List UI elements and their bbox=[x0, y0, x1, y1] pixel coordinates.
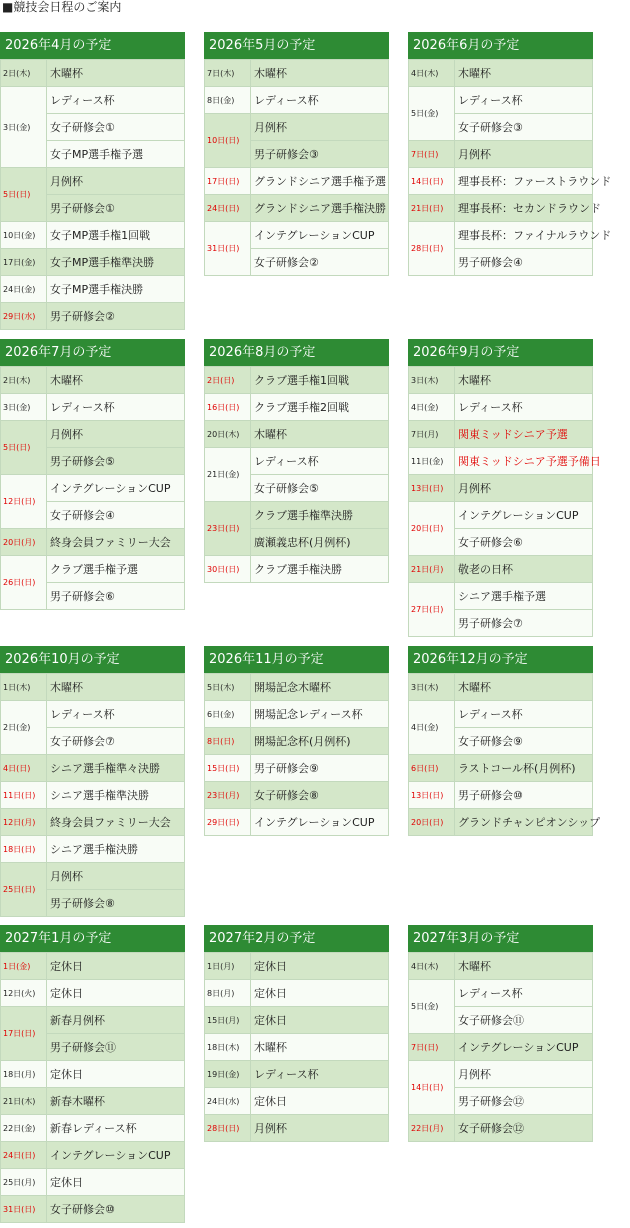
event-name: 男子研修会⑪ bbox=[47, 1034, 185, 1061]
table-row bbox=[409, 1115, 593, 1142]
table-row bbox=[1, 701, 185, 728]
table-row bbox=[205, 980, 389, 1007]
table-row bbox=[409, 701, 593, 728]
event-name: 開場記念レディース杯 bbox=[251, 701, 389, 728]
event-date: 28日(日) bbox=[409, 222, 455, 276]
event-name: レディース杯 bbox=[251, 87, 389, 114]
month-title: 2027年3月の予定 bbox=[408, 925, 593, 952]
event-name: 女子MP選手権準決勝 bbox=[47, 249, 185, 276]
event-date: 21日(日) bbox=[409, 195, 455, 222]
event-date: 16日(日) bbox=[205, 394, 251, 421]
event-date: 5日(金) bbox=[409, 87, 455, 141]
table-row bbox=[1, 394, 185, 421]
event-date: 2日(木) bbox=[1, 60, 47, 87]
event-date: 3日(金) bbox=[1, 87, 47, 168]
event-date: 21日(木) bbox=[1, 1088, 47, 1115]
schedule-table bbox=[204, 366, 389, 583]
event-date: 8日(金) bbox=[205, 87, 251, 114]
month-title: 2026年12月の予定 bbox=[408, 646, 593, 673]
event-name: 男子研修会⑧ bbox=[47, 890, 185, 917]
table-row bbox=[1, 1196, 185, 1223]
table-row bbox=[1, 556, 185, 583]
event-name: 月例杯 bbox=[251, 1115, 389, 1142]
month-panel bbox=[0, 32, 185, 330]
event-name: インテグレーションCUP bbox=[455, 1034, 593, 1061]
event-date: 2日(日) bbox=[205, 367, 251, 394]
event-name: 木曜杯 bbox=[251, 1034, 389, 1061]
event-date: 14日(日) bbox=[409, 1061, 455, 1115]
month-panel bbox=[408, 925, 593, 1142]
event-name: 男子研修会① bbox=[47, 195, 185, 222]
table-row bbox=[409, 980, 593, 1007]
event-name: レディース杯 bbox=[251, 448, 389, 475]
event-date: 15日(日) bbox=[205, 755, 251, 782]
event-date: 10日(金) bbox=[1, 222, 47, 249]
table-row bbox=[409, 1034, 593, 1061]
event-name: インテグレーションCUP bbox=[47, 475, 185, 502]
event-name: 敬老の日杯 bbox=[455, 556, 593, 583]
event-name: 終身会員ファミリー大会 bbox=[47, 529, 185, 556]
event-name: 男子研修会④ bbox=[455, 249, 593, 276]
event-name: 女子研修会③ bbox=[455, 114, 593, 141]
event-name: シニア選手権決勝 bbox=[47, 836, 185, 863]
event-date: 17日(金) bbox=[1, 249, 47, 276]
table-row bbox=[409, 502, 593, 529]
table-row bbox=[1, 421, 185, 448]
event-name: 女子MP選手権予選 bbox=[47, 141, 185, 168]
event-date: 4日(木) bbox=[409, 60, 455, 87]
event-date: 15日(月) bbox=[205, 1007, 251, 1034]
event-name: 木曜杯 bbox=[47, 367, 185, 394]
event-name: 定休日 bbox=[47, 1061, 185, 1088]
month-panel bbox=[204, 339, 389, 583]
table-row bbox=[1, 836, 185, 863]
event-name: 女子研修会⑥ bbox=[455, 529, 593, 556]
schedule-table bbox=[0, 366, 185, 610]
event-name: レディース杯 bbox=[455, 87, 593, 114]
event-name: 男子研修会⑥ bbox=[47, 583, 185, 610]
table-row bbox=[1, 276, 185, 303]
table-row bbox=[1, 222, 185, 249]
event-name: 木曜杯 bbox=[251, 60, 389, 87]
table-row bbox=[205, 502, 389, 529]
table-row bbox=[409, 782, 593, 809]
event-date: 20日(木) bbox=[205, 421, 251, 448]
schedule-table bbox=[204, 673, 389, 836]
table-row bbox=[205, 114, 389, 141]
event-date: 20日(月) bbox=[1, 529, 47, 556]
event-name: 男子研修会⑩ bbox=[455, 782, 593, 809]
event-date: 17日(日) bbox=[205, 168, 251, 195]
event-date: 5日(木) bbox=[205, 674, 251, 701]
event-date: 10日(日) bbox=[205, 114, 251, 168]
event-name: 定休日 bbox=[47, 953, 185, 980]
event-name: 女子研修会⑪ bbox=[455, 1007, 593, 1034]
table-row bbox=[205, 782, 389, 809]
event-date: 28日(日) bbox=[205, 1115, 251, 1142]
event-date: 14日(日) bbox=[409, 168, 455, 195]
event-name: 関東ミッドシニア予選 bbox=[455, 421, 593, 448]
event-name: 開場記念木曜杯 bbox=[251, 674, 389, 701]
month-panel bbox=[0, 339, 185, 610]
event-date: 18日(木) bbox=[205, 1034, 251, 1061]
schedule-table bbox=[408, 366, 601, 637]
event-name: レディース杯 bbox=[251, 1061, 389, 1088]
table-row bbox=[1, 863, 185, 890]
event-name: 女子MP選手権決勝 bbox=[47, 276, 185, 303]
event-name: 男子研修会⑤ bbox=[47, 448, 185, 475]
event-name: 木曜杯 bbox=[455, 60, 593, 87]
table-row bbox=[1, 1007, 185, 1034]
event-name: クラブ選手権予選 bbox=[47, 556, 185, 583]
event-name: 開場記念杯(月例杯) bbox=[251, 728, 389, 755]
event-name: レディース杯 bbox=[47, 87, 185, 114]
table-row bbox=[409, 583, 593, 610]
table-row bbox=[1, 755, 185, 782]
table-row bbox=[409, 1061, 593, 1088]
event-name: レディース杯 bbox=[455, 980, 593, 1007]
event-date: 4日(木) bbox=[409, 953, 455, 980]
event-date: 29日(日) bbox=[205, 809, 251, 836]
event-date: 21日(月) bbox=[409, 556, 455, 583]
event-name: 女子研修会⑦ bbox=[47, 728, 185, 755]
event-name: 木曜杯 bbox=[455, 953, 593, 980]
table-row bbox=[409, 394, 593, 421]
event-date: 22日(金) bbox=[1, 1115, 47, 1142]
event-date: 4日(金) bbox=[409, 701, 455, 755]
event-name: 月例杯 bbox=[47, 863, 185, 890]
event-date: 24日(水) bbox=[205, 1088, 251, 1115]
event-name: 女子研修会⑧ bbox=[251, 782, 389, 809]
event-name: 女子研修会④ bbox=[47, 502, 185, 529]
table-row bbox=[205, 556, 389, 583]
month-title: 2026年10月の予定 bbox=[0, 646, 185, 673]
table-row bbox=[409, 60, 593, 87]
event-date: 24日(日) bbox=[1, 1142, 47, 1169]
schedule-table bbox=[0, 59, 185, 330]
table-row bbox=[205, 87, 389, 114]
month-panel bbox=[408, 646, 601, 836]
event-date: 6日(日) bbox=[409, 755, 455, 782]
event-date: 7日(月) bbox=[409, 421, 455, 448]
table-row bbox=[1, 782, 185, 809]
event-name: クラブ選手権準決勝 bbox=[251, 502, 389, 529]
month-title: 2027年1月の予定 bbox=[0, 925, 185, 952]
event-date: 7日(日) bbox=[409, 1034, 455, 1061]
event-name: 定休日 bbox=[251, 980, 389, 1007]
event-name: 新春月例杯 bbox=[47, 1007, 185, 1034]
table-row bbox=[205, 1115, 389, 1142]
event-date: 19日(金) bbox=[205, 1061, 251, 1088]
event-name: 関東ミッドシニア予選予備日 bbox=[455, 448, 593, 475]
event-date: 8日(月) bbox=[205, 980, 251, 1007]
month-title: 2026年11月の予定 bbox=[204, 646, 389, 673]
event-date: 17日(日) bbox=[1, 1007, 47, 1061]
event-date: 12日(月) bbox=[1, 809, 47, 836]
event-date: 30日(日) bbox=[205, 556, 251, 583]
event-date: 29日(水) bbox=[1, 303, 47, 330]
event-date: 4日(日) bbox=[1, 755, 47, 782]
table-row bbox=[1, 674, 185, 701]
table-row bbox=[409, 87, 593, 114]
event-name: 女子研修会② bbox=[251, 249, 389, 276]
month-panel bbox=[204, 925, 389, 1142]
month-panel bbox=[408, 32, 612, 276]
event-name: 定休日 bbox=[251, 953, 389, 980]
event-name: シニア選手権予選 bbox=[455, 583, 593, 610]
event-name: グランドチャンピオンシップ bbox=[455, 809, 593, 836]
schedule-table bbox=[408, 952, 593, 1142]
event-name: 新春木曜杯 bbox=[47, 1088, 185, 1115]
event-name: 定休日 bbox=[47, 980, 185, 1007]
month-title: 2026年9月の予定 bbox=[408, 339, 593, 366]
event-name: 新春レディース杯 bbox=[47, 1115, 185, 1142]
event-name: レディース杯 bbox=[47, 394, 185, 421]
event-date: 22日(月) bbox=[409, 1115, 455, 1142]
table-row bbox=[205, 755, 389, 782]
month-panel bbox=[408, 339, 601, 637]
event-date: 24日(金) bbox=[1, 276, 47, 303]
table-row bbox=[205, 701, 389, 728]
event-name: インテグレーションCUP bbox=[47, 1142, 185, 1169]
table-row bbox=[409, 755, 593, 782]
event-date: 20日(日) bbox=[409, 502, 455, 556]
table-row bbox=[205, 1034, 389, 1061]
table-row bbox=[1, 475, 185, 502]
event-name: 月例杯 bbox=[47, 421, 185, 448]
event-date: 2日(金) bbox=[1, 701, 47, 755]
event-date: 12日(火) bbox=[1, 980, 47, 1007]
event-name: 男子研修会⑦ bbox=[455, 610, 593, 637]
event-date: 24日(日) bbox=[205, 195, 251, 222]
event-name: レディース杯 bbox=[455, 394, 593, 421]
table-row bbox=[205, 674, 389, 701]
event-name: 定休日 bbox=[47, 1169, 185, 1196]
schedule-table bbox=[0, 673, 185, 917]
event-name: 男子研修会② bbox=[47, 303, 185, 330]
table-row bbox=[205, 448, 389, 475]
event-date: 11日(金) bbox=[409, 448, 455, 475]
table-row bbox=[409, 141, 593, 168]
event-name: 木曜杯 bbox=[455, 367, 593, 394]
event-date: 3日(木) bbox=[409, 367, 455, 394]
event-date: 27日(日) bbox=[409, 583, 455, 637]
table-row bbox=[1, 1142, 185, 1169]
schedule-table bbox=[408, 673, 601, 836]
event-name: 男子研修会⑨ bbox=[251, 755, 389, 782]
schedule-table bbox=[204, 952, 389, 1142]
month-panel bbox=[0, 925, 185, 1223]
event-name: 女子研修会⑨ bbox=[455, 728, 593, 755]
table-row bbox=[205, 60, 389, 87]
table-row bbox=[1, 1061, 185, 1088]
table-row bbox=[1, 980, 185, 1007]
event-date: 23日(月) bbox=[205, 782, 251, 809]
event-name: シニア選手権準決勝 bbox=[47, 782, 185, 809]
event-name: 女子研修会⑩ bbox=[47, 1196, 185, 1223]
month-panel bbox=[204, 32, 389, 276]
event-date: 26日(日) bbox=[1, 556, 47, 610]
table-row bbox=[409, 448, 593, 475]
table-row bbox=[1, 87, 185, 114]
event-date: 5日(金) bbox=[409, 980, 455, 1034]
event-date: 13日(日) bbox=[409, 475, 455, 502]
event-name: 木曜杯 bbox=[251, 421, 389, 448]
event-name: レディース杯 bbox=[47, 701, 185, 728]
event-name: 廣瀬義忠杯(月例杯) bbox=[251, 529, 389, 556]
schedule-table bbox=[204, 59, 389, 276]
event-date: 21日(金) bbox=[205, 448, 251, 502]
table-row bbox=[409, 421, 593, 448]
event-date: 1日(月) bbox=[205, 953, 251, 980]
page-title: ■競技会日程のご案内 bbox=[2, 0, 122, 14]
event-name: クラブ選手権1回戦 bbox=[251, 367, 389, 394]
table-row bbox=[205, 728, 389, 755]
event-name: ラストコール杯(月例杯) bbox=[455, 755, 593, 782]
event-date: 1日(木) bbox=[1, 674, 47, 701]
event-name: シニア選手権準々決勝 bbox=[47, 755, 185, 782]
month-title: 2026年8月の予定 bbox=[204, 339, 389, 366]
event-date: 4日(金) bbox=[409, 394, 455, 421]
event-name: 木曜杯 bbox=[47, 60, 185, 87]
schedule-table bbox=[0, 952, 185, 1223]
table-row bbox=[409, 809, 593, 836]
table-row bbox=[1, 529, 185, 556]
event-name: 理事長杯：セカンドラウンド bbox=[455, 195, 593, 222]
event-name: 月例杯 bbox=[455, 141, 593, 168]
table-row bbox=[409, 168, 593, 195]
event-name: 木曜杯 bbox=[47, 674, 185, 701]
table-row bbox=[205, 1088, 389, 1115]
table-row bbox=[409, 475, 593, 502]
event-date: 20日(日) bbox=[409, 809, 455, 836]
event-date: 11日(日) bbox=[1, 782, 47, 809]
month-panel bbox=[204, 646, 389, 836]
event-date: 23日(日) bbox=[205, 502, 251, 556]
event-date: 1日(金) bbox=[1, 953, 47, 980]
event-name: 月例杯 bbox=[455, 475, 593, 502]
event-date: 12日(日) bbox=[1, 475, 47, 529]
event-date: 31日(日) bbox=[1, 1196, 47, 1223]
table-row bbox=[1, 60, 185, 87]
event-name: 定休日 bbox=[251, 1007, 389, 1034]
month-title: 2027年2月の予定 bbox=[204, 925, 389, 952]
month-title: 2026年4月の予定 bbox=[0, 32, 185, 59]
table-row bbox=[409, 953, 593, 980]
event-name: インテグレーションCUP bbox=[251, 809, 389, 836]
event-name: 男子研修会③ bbox=[251, 141, 389, 168]
table-row bbox=[205, 222, 389, 249]
event-date: 3日(金) bbox=[1, 394, 47, 421]
table-row bbox=[205, 809, 389, 836]
event-date: 31日(日) bbox=[205, 222, 251, 276]
event-name: 終身会員ファミリー大会 bbox=[47, 809, 185, 836]
event-name: クラブ選手権2回戦 bbox=[251, 394, 389, 421]
event-name: 月例杯 bbox=[455, 1061, 593, 1088]
event-name: 女子研修会⑫ bbox=[455, 1115, 593, 1142]
event-date: 2日(木) bbox=[1, 367, 47, 394]
table-row bbox=[409, 367, 593, 394]
event-name: 月例杯 bbox=[251, 114, 389, 141]
table-row bbox=[205, 953, 389, 980]
event-name: クラブ選手権決勝 bbox=[251, 556, 389, 583]
table-row bbox=[1, 367, 185, 394]
event-name: レディース杯 bbox=[455, 701, 593, 728]
event-date: 3日(木) bbox=[409, 674, 455, 701]
event-date: 25日(日) bbox=[1, 863, 47, 917]
event-name: 木曜杯 bbox=[455, 674, 593, 701]
table-row bbox=[1, 1169, 185, 1196]
event-name: インテグレーションCUP bbox=[251, 222, 389, 249]
event-name: 月例杯 bbox=[47, 168, 185, 195]
event-name: グランドシニア選手権予選 bbox=[251, 168, 389, 195]
month-title: 2026年7月の予定 bbox=[0, 339, 185, 366]
event-date: 13日(日) bbox=[409, 782, 455, 809]
table-row bbox=[205, 195, 389, 222]
table-row bbox=[409, 222, 593, 249]
table-row bbox=[1, 809, 185, 836]
event-date: 18日(日) bbox=[1, 836, 47, 863]
table-row bbox=[409, 556, 593, 583]
event-name: 男子研修会⑫ bbox=[455, 1088, 593, 1115]
table-row bbox=[205, 1061, 389, 1088]
table-row bbox=[1, 1115, 185, 1142]
event-date: 7日(木) bbox=[205, 60, 251, 87]
table-row bbox=[1, 168, 185, 195]
event-name: 定休日 bbox=[251, 1088, 389, 1115]
event-date: 18日(月) bbox=[1, 1061, 47, 1088]
table-row bbox=[205, 1007, 389, 1034]
table-row bbox=[205, 168, 389, 195]
table-row bbox=[1, 1088, 185, 1115]
table-row bbox=[205, 367, 389, 394]
event-date: 5日(日) bbox=[1, 421, 47, 475]
table-row bbox=[205, 394, 389, 421]
table-row bbox=[409, 195, 593, 222]
table-row bbox=[409, 674, 593, 701]
event-name: 理事長杯：ファイナルラウンド bbox=[455, 222, 593, 249]
event-date: 5日(日) bbox=[1, 168, 47, 222]
table-row bbox=[1, 303, 185, 330]
event-name: 女子MP選手権1回戦 bbox=[47, 222, 185, 249]
month-title: 2026年6月の予定 bbox=[408, 32, 593, 59]
month-panel bbox=[0, 646, 185, 917]
table-row bbox=[205, 421, 389, 448]
event-date: 6日(金) bbox=[205, 701, 251, 728]
event-name: 女子研修会⑤ bbox=[251, 475, 389, 502]
event-name: インテグレーションCUP bbox=[455, 502, 593, 529]
event-date: 7日(日) bbox=[409, 141, 455, 168]
event-date: 25日(月) bbox=[1, 1169, 47, 1196]
event-name: グランドシニア選手権決勝 bbox=[251, 195, 389, 222]
month-title: 2026年5月の予定 bbox=[204, 32, 389, 59]
schedule-table bbox=[408, 59, 612, 276]
event-name: 理事長杯：ファーストラウンド bbox=[455, 168, 593, 195]
table-row bbox=[1, 249, 185, 276]
event-date: 8日(日) bbox=[205, 728, 251, 755]
table-row bbox=[1, 953, 185, 980]
event-name: 女子研修会① bbox=[47, 114, 185, 141]
